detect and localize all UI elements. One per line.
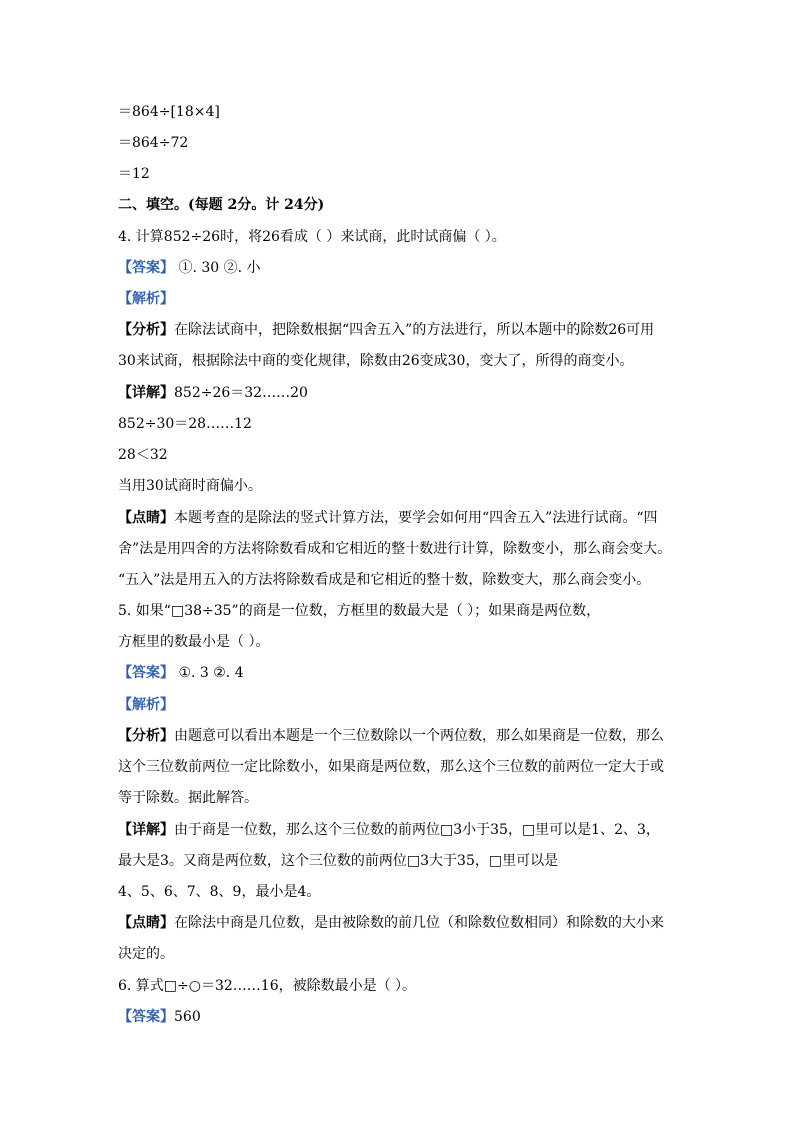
answer-tag: 【答案】	[118, 1009, 174, 1025]
answer-text: ①. 30 ②. 小	[174, 260, 261, 276]
fenxi-tag: 【分析】	[118, 322, 174, 338]
question-5-line-2: 方框里的数最小是（ ）。	[118, 634, 270, 650]
dianjing-tag: 【点睛】	[118, 915, 174, 931]
calc-line-1: ＝864÷[18×4]	[118, 104, 220, 120]
calc-line-3: ＝12	[118, 166, 150, 182]
q5-analysis-heading	[118, 695, 678, 715]
q5-fenxi-line-3: 等于除数。据此解答。	[118, 790, 258, 806]
q4-answer	[118, 258, 678, 278]
q4-calc-line-3: 28＜32	[118, 447, 168, 463]
q5-xiangjie-line-2: 最大是3。又商是两位数，这个三位数的前两位□3大于35，□里可以是	[118, 853, 559, 869]
fenxi-text: 在除法试商中，把除数根据“四舍五入”的方法进行，所以本题中的除数26可用	[174, 322, 655, 338]
dianjing-tag: 【点睛】	[118, 510, 174, 526]
q4-analysis-heading	[118, 289, 678, 309]
xiangjie-tag: 【详解】	[118, 822, 174, 838]
q4-dianjing-line-1	[118, 508, 678, 528]
q4-fenxi-line-2: 30来试商，根据除法中商的变化规律，除数由26变成30，变大了，所得的商变小。	[118, 353, 634, 369]
xiangjie-text: 852÷26＝32……20	[174, 385, 308, 401]
xiangjie-tag: 【详解】	[118, 385, 174, 401]
answer-text: 560	[174, 1009, 201, 1025]
dianjing-text: 本题考查的是除法的竖式计算方法，要学会如何用“四舍五入”法进行试商。“四	[174, 510, 658, 526]
calc-line-2: ＝864÷72	[118, 135, 189, 151]
q4-dianjing-line-3: “五入”法是用五入的方法将除数看成是和它相近的整十数，除数变大，那么商会变小。	[118, 572, 651, 588]
xiangjie-text: 由于商是一位数，那么这个三位数的前两位□3小于35，□里可以是1、2、3，	[174, 822, 660, 838]
fenxi-tag: 【分析】	[118, 728, 174, 744]
q4-fenxi-line-1	[118, 320, 678, 340]
question-5-line-1: 5. 如果“□38÷35”的商是一位数，方框里的数最大是（ ）；如果商是两位数，	[118, 603, 601, 619]
q5-xiangjie-line-3: 4、5、6、7、8、9，最小是4。	[118, 884, 321, 900]
q4-dianjing-line-2: 舍”法是用四舍的方法将除数看成和它相近的整十数进行计算，除数变小，那么商会变大。	[118, 541, 672, 557]
answer-tag: 【答案】	[118, 260, 174, 276]
q5-dianjing-line-2: 决定的。	[118, 946, 174, 962]
q4-calc-line-4: 当用30试商时商偏小。	[118, 478, 262, 494]
q5-answer	[118, 663, 678, 683]
fenxi-text: 由题意可以看出本题是一个三位数除以一个两位数，那么如果商是一位数，那么	[174, 728, 664, 744]
analysis-tag: 【解析】	[118, 291, 174, 307]
section-heading: 二、填空。(每题 2分。计 24分)	[118, 197, 325, 213]
q4-xiangjie-line-1	[118, 383, 678, 403]
q6-answer	[118, 1007, 678, 1027]
q5-xiangjie-line-1	[118, 820, 678, 840]
answer-tag: 【答案】	[118, 665, 174, 681]
q4-calc-line-2: 852÷30＝28……12	[118, 416, 252, 432]
q5-fenxi-line-1	[118, 726, 678, 746]
dianjing-text: 在除法中商是几位数，是由被除数的前几位（和除数位数相同）和除数的大小来	[174, 915, 664, 931]
question-4: 4. 计算852÷26时，将26看成（ ）来试商，此时试商偏（ ）。	[118, 229, 506, 245]
q5-dianjing-line-1	[118, 913, 678, 933]
q5-fenxi-line-2: 这个三位数前两位一定比除数小，如果商是两位数，那么这个三位数的前两位一定大于或	[118, 759, 664, 775]
analysis-tag: 【解析】	[118, 697, 174, 713]
answer-text: ①. 3 ②. 4	[174, 665, 244, 681]
question-6: 6. 算式□÷○＝32……16，被除数最小是（ ）。	[118, 978, 417, 994]
